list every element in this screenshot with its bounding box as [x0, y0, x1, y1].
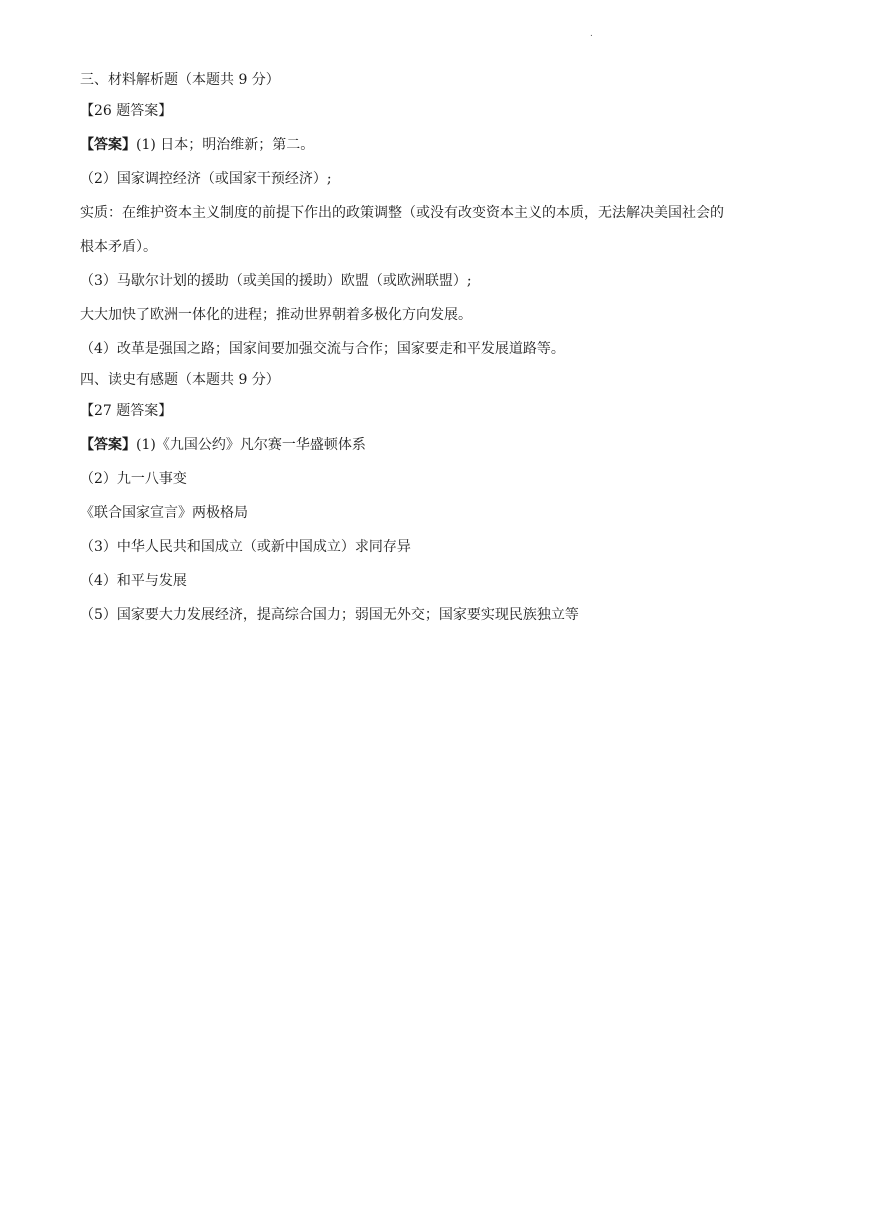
section-3-title: 三、材料解析题（本题共 9 分）	[80, 72, 280, 88]
q27-answer-5: （5）国家要大力发展经济，提高综合国力；弱国无外交；国家要实现民族独立等	[80, 607, 579, 623]
q27-answer-2-detail: 《联合国家宣言》两极格局	[80, 505, 248, 521]
answer-tag: 【答案】	[80, 437, 136, 453]
question-26-header: 【26 题答案】	[80, 103, 173, 119]
q27-answer-1	[80, 436, 366, 454]
q26-answer-1-text: (1) 日本；明治维新；第二。	[136, 137, 315, 153]
q27-answer-3: （3）中华人民共和国成立（或新中国成立）求同存异	[80, 539, 411, 555]
q26-answer-3: （3）马歇尔计划的援助（或美国的援助）欧盟（或欧洲联盟）;	[80, 273, 472, 289]
q27-answer-4: （4）和平与发展	[80, 573, 187, 589]
question-27-header: 【27 题答案】	[80, 403, 173, 419]
q27-answer-2: （2）九一八事变	[80, 471, 187, 487]
q26-answer-1	[80, 136, 314, 154]
q26-essence-line-2: 根本矛盾）。	[80, 239, 157, 255]
q27-answer-1-text: (1)《九国公约》凡尔赛一华盛顿体系	[136, 437, 366, 453]
q26-answer-3-detail: 大大加快了欧洲一体化的进程；推动世界朝着多极化方向发展。	[80, 307, 472, 323]
header-dot-mark: .	[590, 28, 593, 39]
section-4-title: 四、读史有感题（本题共 9 分）	[80, 372, 280, 388]
q26-answer-2: （2）国家调控经济（或国家干预经济）;	[80, 171, 332, 187]
q26-answer-4: （4）改革是强国之路；国家间要加强交流与合作；国家要走和平发展道路等。	[80, 341, 565, 357]
q26-essence-line-1: 实质：在维护资本主义制度的前提下作出的政策调整（或没有改变资本主义的本质，无法解决美国社会的	[80, 205, 724, 221]
answer-tag: 【答案】	[80, 137, 136, 153]
